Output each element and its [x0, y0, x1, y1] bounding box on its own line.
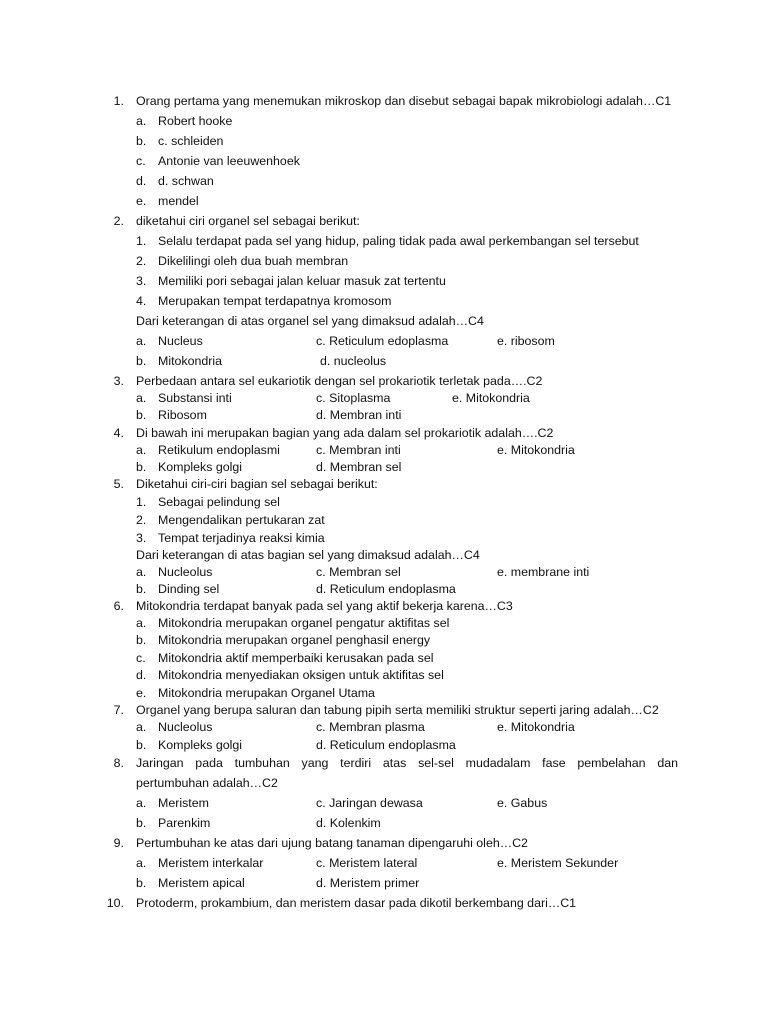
option-c: c. Meristem lateral	[316, 856, 418, 870]
option-c: c. Membran inti	[316, 443, 401, 457]
option-d: d. Meristem primer	[316, 876, 420, 890]
option-letter: b.	[136, 134, 147, 148]
option-e: e. ribosom	[497, 334, 555, 348]
option-b: Kompleks golgi	[158, 738, 243, 752]
question-text: Di bawah ini merupakan bagian yang ada dalam sel prokariotik adalah….C2	[136, 426, 554, 440]
option-letter: a.	[136, 114, 147, 128]
option-a: Nucleolus	[158, 720, 213, 734]
question-text: Mitokondria terdapat banyak pada sel yang aktif bekerja karena…C3	[136, 599, 513, 613]
option-letter: a.	[136, 796, 147, 810]
option-letter: c.	[136, 651, 146, 665]
option-letter: a.	[136, 720, 147, 734]
item-number: 2.	[136, 254, 147, 268]
question-number: 3.	[113, 374, 124, 388]
item-text: Dikelilingi oleh dua buah membran	[158, 254, 349, 268]
question-prompt: Dari keterangan di atas bagian sel yang dimaksud adalah…C4	[136, 548, 480, 562]
option-text: Antonie van leeuwenhoek	[158, 154, 300, 168]
option-e: e. Gabus	[497, 796, 548, 810]
option-text: Robert hooke	[158, 114, 233, 128]
option-a: Meristem	[158, 796, 209, 810]
option-text: c. schleiden	[158, 134, 224, 148]
option-d: d. Membran sel	[316, 460, 402, 474]
question-text: Jaringan pada tumbuhan yang terdiri atas sel-sel mudadalam fase pembelahan dan	[136, 756, 678, 770]
option-letter: b.	[136, 460, 147, 474]
question-text-continued: pertumbuhan adalah…C2	[136, 776, 278, 790]
option-letter: b.	[136, 582, 147, 596]
question-text: Pertumbuhan ke atas dari ujung batang tanaman dipengaruhi oleh…C2	[136, 836, 528, 850]
item-number: 1.	[136, 234, 147, 248]
question-number: 8.	[113, 756, 124, 770]
option-b: Kompleks golgi	[158, 460, 243, 474]
option-letter: e.	[136, 194, 147, 208]
item-number: 2.	[136, 513, 147, 527]
option-b: Mitokondria	[158, 354, 223, 368]
question-prompt: Dari keterangan di atas organel sel yang dimaksud adalah…C4	[136, 314, 484, 328]
question-number: 7.	[113, 703, 124, 717]
question-number: 10.	[106, 896, 124, 910]
item-text: Tempat terjadinya reaksi kimia	[158, 531, 325, 545]
option-e: e. Meristem Sekunder	[497, 856, 619, 870]
option-letter: a.	[136, 443, 147, 457]
option-letter: b.	[136, 354, 147, 368]
question-number: 6.	[113, 599, 124, 613]
option-letter: a.	[136, 334, 147, 348]
option-text: mendel	[158, 194, 199, 208]
item-text: Memiliki pori sebagai jalan keluar masuk zat tertentu	[158, 274, 446, 288]
option-d: d. Kolenkim	[316, 816, 381, 830]
option-letter: b.	[136, 816, 147, 830]
option-c: c. Reticulum edoplasma	[316, 334, 449, 348]
option-b: Meristem apical	[158, 876, 245, 890]
item-text: Mengendalikan pertukaran zat	[158, 513, 325, 527]
option-c: c. Sitoplasma	[316, 391, 391, 405]
option-d: d. Reticulum endoplasma	[316, 582, 456, 596]
question-number: 5.	[113, 477, 124, 491]
option-text: d. schwan	[158, 174, 214, 188]
option-d: d. Reticulum endoplasma	[316, 738, 456, 752]
item-text: Merupakan tempat terdapatnya kromosom	[158, 294, 392, 308]
option-letter: b.	[136, 876, 147, 890]
option-letter: a.	[136, 391, 147, 405]
question-text: diketahui ciri organel sel sebagai berikut:	[136, 214, 360, 228]
option-letter: a.	[136, 565, 147, 579]
option-c: c. Jaringan dewasa	[316, 796, 423, 810]
option-e: e. Mitokondria	[497, 720, 575, 734]
option-text: Mitokondria merupakan organel penghasil energy	[158, 633, 431, 647]
option-a: Nucleolus	[158, 565, 213, 579]
option-text: Mitokondria merupakan Organel Utama	[158, 686, 375, 700]
question-text: Perbedaan antara sel eukariotik dengan sel prokariotik terletak pada….C2	[136, 374, 543, 388]
option-letter: d.	[136, 668, 147, 682]
option-letter: b.	[136, 408, 147, 422]
question-text: Protoderm, prokambium, dan meristem dasar pada dikotil berkembang dari…C1	[136, 896, 577, 910]
option-letter: d.	[136, 174, 147, 188]
option-text: Mitokondria aktif memperbaiki kerusakan pada sel	[158, 651, 434, 665]
option-b: Dinding sel	[158, 582, 220, 596]
option-b: Parenkim	[158, 816, 211, 830]
option-a: Nucleus	[158, 334, 203, 348]
item-number: 3.	[136, 274, 147, 288]
option-b: Ribosom	[158, 408, 207, 422]
option-text: Mitokondria merupakan organel pengatur aktifitas sel	[158, 616, 450, 630]
option-d: d. nucleolus	[320, 354, 387, 368]
option-letter: a.	[136, 616, 147, 630]
option-letter: b.	[136, 738, 147, 752]
item-text: Selalu terdapat pada sel yang hidup, paling tidak pada awal perkembangan sel tersebut	[158, 234, 639, 248]
option-c: c. Membran sel	[316, 565, 401, 579]
question-number: 2.	[113, 214, 124, 228]
option-c: c. Membran plasma	[316, 720, 425, 734]
question-number: 9.	[113, 836, 124, 850]
option-letter: c.	[136, 154, 146, 168]
option-a: Substansi inti	[158, 391, 232, 405]
option-text: Mitokondria menyediakan oksigen untuk aktifitas sel	[158, 668, 444, 682]
question-text: Orang pertama yang menemukan mikroskop dan disebut sebagai bapak mikrobiologi adalah…C1	[136, 94, 672, 108]
question-text: Organel yang berupa saluran dan tabung pipih serta memiliki struktur seperti jaring adalah…C2	[136, 703, 659, 717]
item-number: 4.	[136, 294, 147, 308]
question-number: 4.	[113, 426, 124, 440]
question-text: Diketahui ciri-ciri bagian sel sebagai berikut:	[136, 477, 378, 491]
item-number: 3.	[136, 531, 147, 545]
option-e: e. Mitokondria	[497, 443, 575, 457]
option-a: Retikulum endoplasmi	[158, 443, 280, 457]
option-letter: a.	[136, 856, 147, 870]
question-number: 1.	[113, 94, 124, 108]
option-e: e. membrane inti	[497, 565, 590, 579]
option-d: d. Membran inti	[316, 408, 402, 422]
item-number: 1.	[136, 495, 147, 509]
option-letter: b.	[136, 633, 147, 647]
option-a: Meristem interkalar	[158, 856, 264, 870]
option-e: e. Mitokondria	[452, 391, 530, 405]
item-text: Sebagai pelindung sel	[158, 495, 280, 509]
option-letter: e.	[136, 686, 147, 700]
